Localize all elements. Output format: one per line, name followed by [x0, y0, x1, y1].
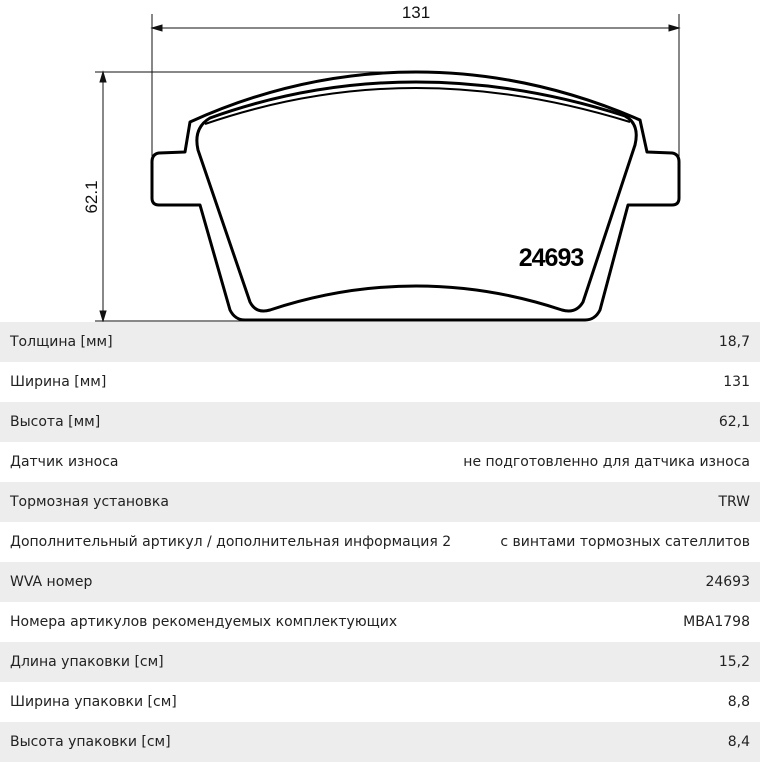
- spec-row: [0, 522, 760, 562]
- spec-row: [0, 322, 760, 362]
- spec-value: MBA1798: [683, 614, 750, 630]
- spec-value: 18,7: [718, 334, 750, 350]
- brake-pad-drawing: [0, 0, 760, 322]
- spec-label: Дополнительный артикул / дополнительная информация 2: [10, 534, 452, 550]
- spec-row: [0, 402, 760, 442]
- spec-row: [0, 602, 760, 642]
- spec-label: Толщина [мм]: [10, 334, 113, 350]
- spec-value: 8,4: [727, 734, 750, 750]
- spec-value: TRW: [718, 494, 750, 510]
- height-dimension: [95, 72, 420, 321]
- spec-row: [0, 682, 760, 722]
- spec-row: [0, 722, 760, 762]
- spec-label: Ширина упаковки [см]: [10, 694, 177, 710]
- width-dimension: [152, 14, 679, 160]
- height-label: 62.1: [82, 180, 101, 214]
- spec-row: [0, 562, 760, 602]
- spec-label: Высота [мм]: [10, 414, 101, 430]
- spec-value: 8,8: [727, 694, 750, 710]
- spec-label: Номера артикулов рекомендуемых комплектующих: [10, 614, 398, 630]
- spec-label: Высота упаковки [см]: [10, 734, 171, 750]
- part-number-label: 24693: [518, 244, 584, 272]
- spec-label: Датчик износа: [10, 454, 119, 470]
- width-label: 131: [401, 3, 431, 22]
- spec-label: Тормозная установка: [10, 494, 169, 510]
- spec-row: [0, 642, 760, 682]
- friction-pad-outline: [197, 82, 636, 311]
- spec-label: Ширина [мм]: [10, 374, 107, 390]
- spec-value: 131: [723, 374, 750, 390]
- spec-value: 24693: [705, 574, 750, 590]
- spec-value: с винтами тормозных сателлитов: [500, 534, 750, 550]
- spec-value: 62,1: [718, 414, 750, 430]
- spec-row: [0, 442, 760, 482]
- spec-label: Длина упаковки [см]: [10, 654, 164, 670]
- spec-row: [0, 362, 760, 402]
- specifications-table: [0, 322, 760, 762]
- spec-value: 15,2: [718, 654, 750, 670]
- spec-value: не подготовленно для датчика износа: [463, 454, 750, 470]
- spec-row: [0, 482, 760, 522]
- spec-label: WVA номер: [10, 574, 93, 590]
